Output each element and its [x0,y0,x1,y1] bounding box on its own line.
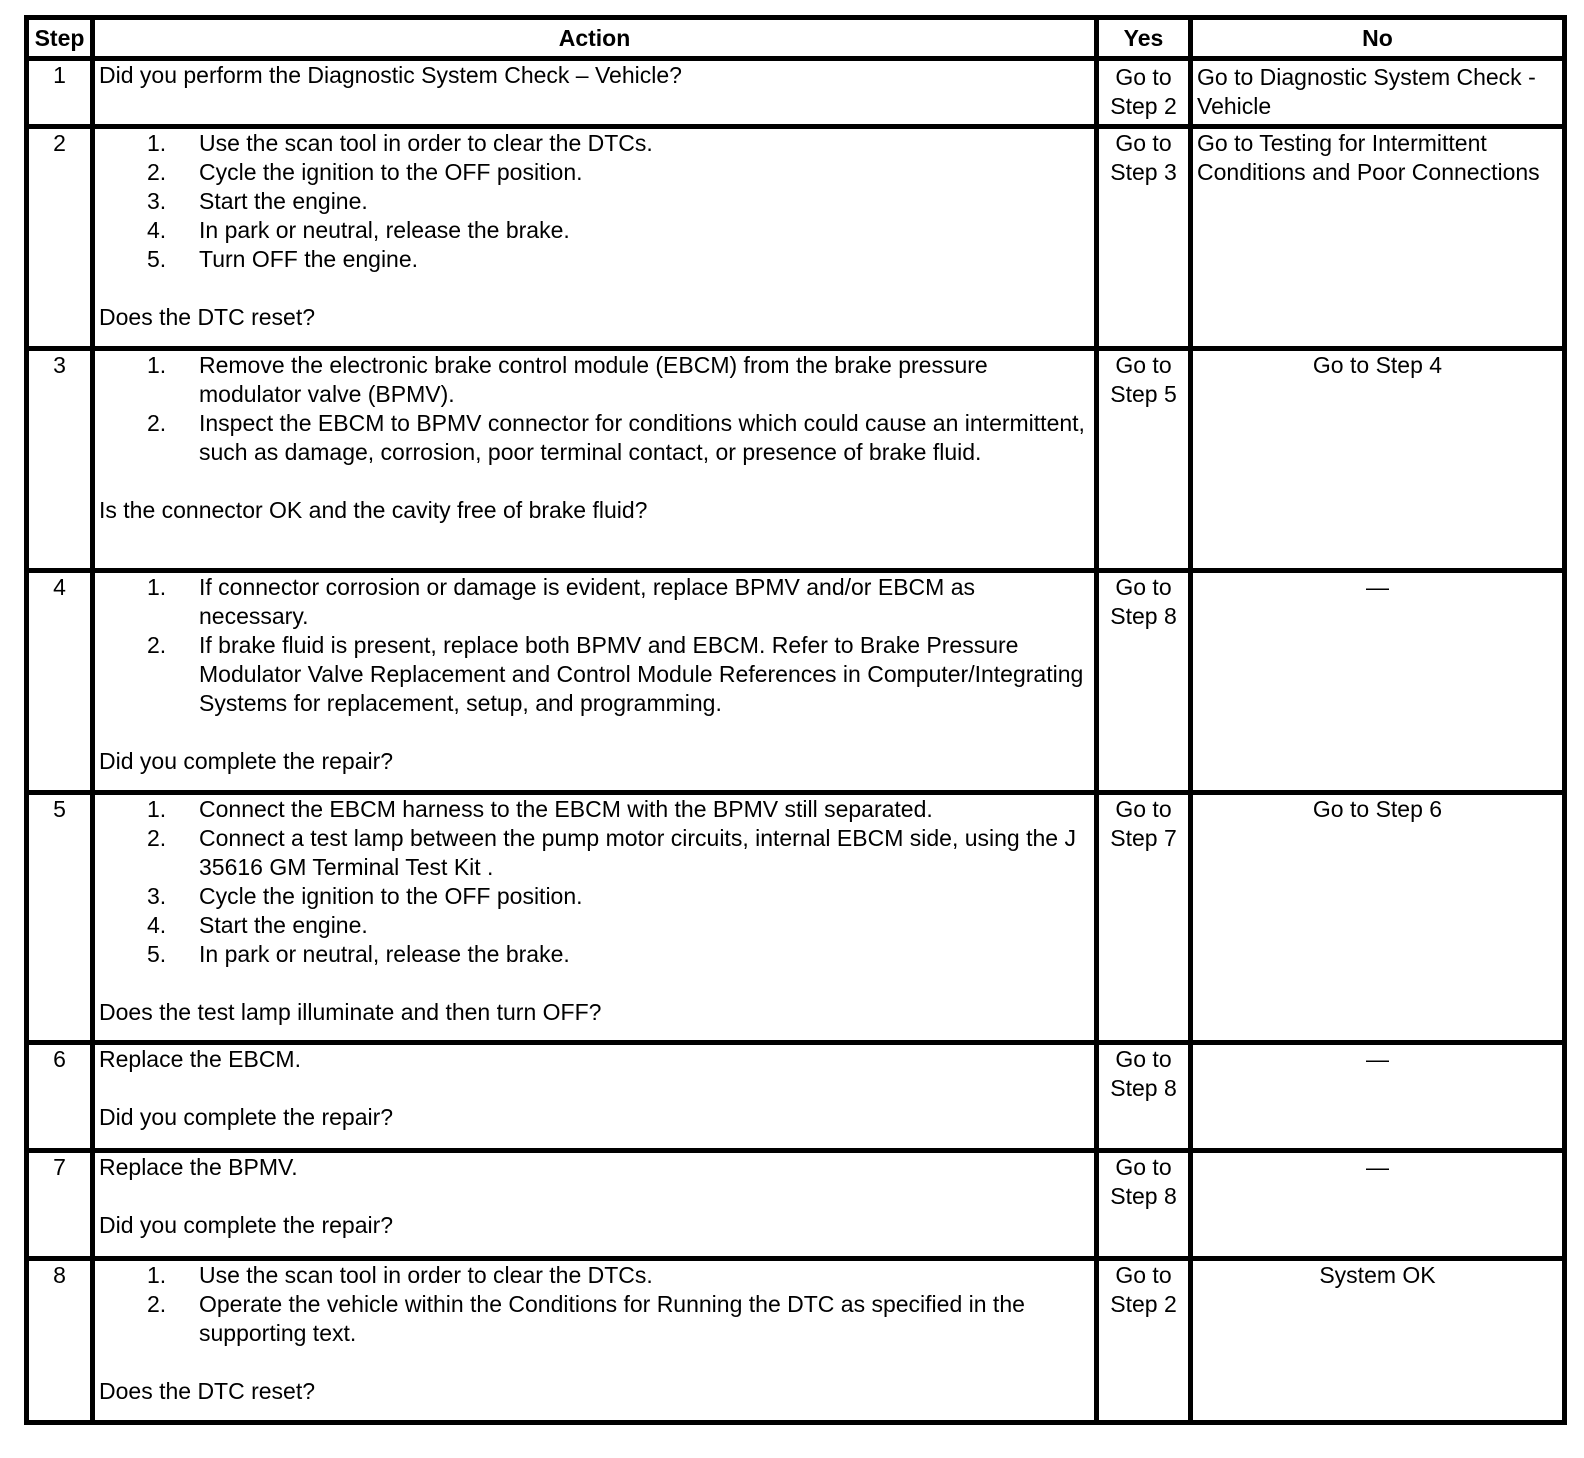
list-item: 2. Inspect the EBCM to BPMV connector for conditions which could cause an intermittent, such as damage, corrosion, poor terminal contact, or presence of brake fluid. [147,410,1085,465]
action-list [99,1261,1090,1348]
no-cell: Go to Diagnostic System Check - Vehicle [1191,59,1565,127]
step-number: 4 [27,571,93,793]
header-yes: Yes [1097,18,1191,59]
table-row [27,1259,1565,1423]
action-text: Did you perform the Diagnostic System Check – Vehicle? [99,62,682,88]
action-list [99,129,1090,274]
no-cell: System OK [1191,1259,1565,1423]
no-cell: — [1191,1151,1565,1259]
yes-cell: Go to Step 2 [1097,59,1191,127]
action-cell [93,1259,1097,1423]
header-action: Action [93,18,1097,59]
action-text: Replace the BPMV. [99,1154,298,1180]
header-no: No [1191,18,1565,59]
table-row [27,127,1565,349]
diagnostic-table [24,15,1567,1425]
yes-cell: Go to Step 7 [1097,793,1191,1043]
step-number: 1 [27,59,93,127]
action-list [99,573,1090,718]
action-question: Did you complete the repair? [99,1104,394,1130]
step-number: 7 [27,1151,93,1259]
list-item: 2. Cycle the ignition to the OFF position. [147,159,583,185]
list-item: 2. Operate the vehicle within the Conditions for Running the DTC as specified in the supporting text. [147,1291,1025,1346]
action-question: Is the connector OK and the cavity free of brake fluid? [99,497,648,523]
list-item: 1. Use the scan tool in order to clear the DTCs. [147,1262,653,1288]
header-row [27,18,1565,59]
no-cell: — [1191,571,1565,793]
table-row [27,793,1565,1043]
action-cell [93,1151,1097,1259]
table-row [27,1151,1565,1259]
action-list [99,351,1090,467]
action-list [99,795,1090,969]
table-row [27,349,1565,571]
list-item: 5. Turn OFF the engine. [147,246,419,272]
action-cell [93,349,1097,571]
yes-cell: Go to Step 5 [1097,349,1191,571]
step-number: 5 [27,793,93,1043]
no-cell: Go to Step 4 [1191,349,1565,571]
table-row [27,59,1565,127]
list-item: 1. Use the scan tool in order to clear the DTCs. [147,130,653,156]
header-step: Step [27,18,93,59]
action-cell [93,571,1097,793]
yes-cell: Go to Step 8 [1097,571,1191,793]
list-item: 2. If brake fluid is present, replace both BPMV and EBCM. Refer to Brake Pressure Modulator Valve Replacement and Control Module References in Computer/Integrating Systems for replacement, setup, and programming. [147,632,1084,716]
action-cell [93,793,1097,1043]
step-number: 8 [27,1259,93,1423]
list-item: 1. Remove the electronic brake control module (EBCM) from the brake pressure modulator valve (BPMV). [147,352,988,407]
action-text: Replace the EBCM. [99,1046,301,1072]
action-cell [93,1043,1097,1151]
step-number: 3 [27,349,93,571]
action-question: Does the DTC reset? [99,304,316,330]
no-cell: Go to Step 6 [1191,793,1565,1043]
step-number: 6 [27,1043,93,1151]
list-item: 1. Connect the EBCM harness to the EBCM with the BPMV still separated. [147,796,933,822]
action-cell [93,127,1097,349]
list-item: 3. Cycle the ignition to the OFF position. [147,883,583,909]
table-row [27,571,1565,793]
action-question: Did you complete the repair? [99,1212,394,1238]
list-item: 4. Start the engine. [147,912,368,938]
no-cell: Go to Testing for Intermittent Conditions and Poor Connections [1191,127,1565,349]
list-item: 5. In park or neutral, release the brake. [147,941,570,967]
action-question: Did you complete the repair? [99,748,394,774]
list-item: 1. If connector corrosion or damage is evident, replace BPMV and/or EBCM as necessary. [147,574,975,629]
action-question: Does the test lamp illuminate and then turn OFF? [99,999,602,1025]
list-item: 4. In park or neutral, release the brake. [147,217,570,243]
step-number: 2 [27,127,93,349]
table-row [27,1043,1565,1151]
list-item: 3. Start the engine. [147,188,368,214]
no-cell: — [1191,1043,1565,1151]
action-question: Does the DTC reset? [99,1378,316,1404]
action-cell [93,59,1097,127]
list-item: 2. Connect a test lamp between the pump motor circuits, internal EBCM side, using the J 35616 GM Terminal Test Kit . [147,825,1076,880]
yes-cell: Go to Step 8 [1097,1151,1191,1259]
yes-cell: Go to Step 2 [1097,1259,1191,1423]
yes-cell: Go to Step 8 [1097,1043,1191,1151]
yes-cell: Go to Step 3 [1097,127,1191,349]
